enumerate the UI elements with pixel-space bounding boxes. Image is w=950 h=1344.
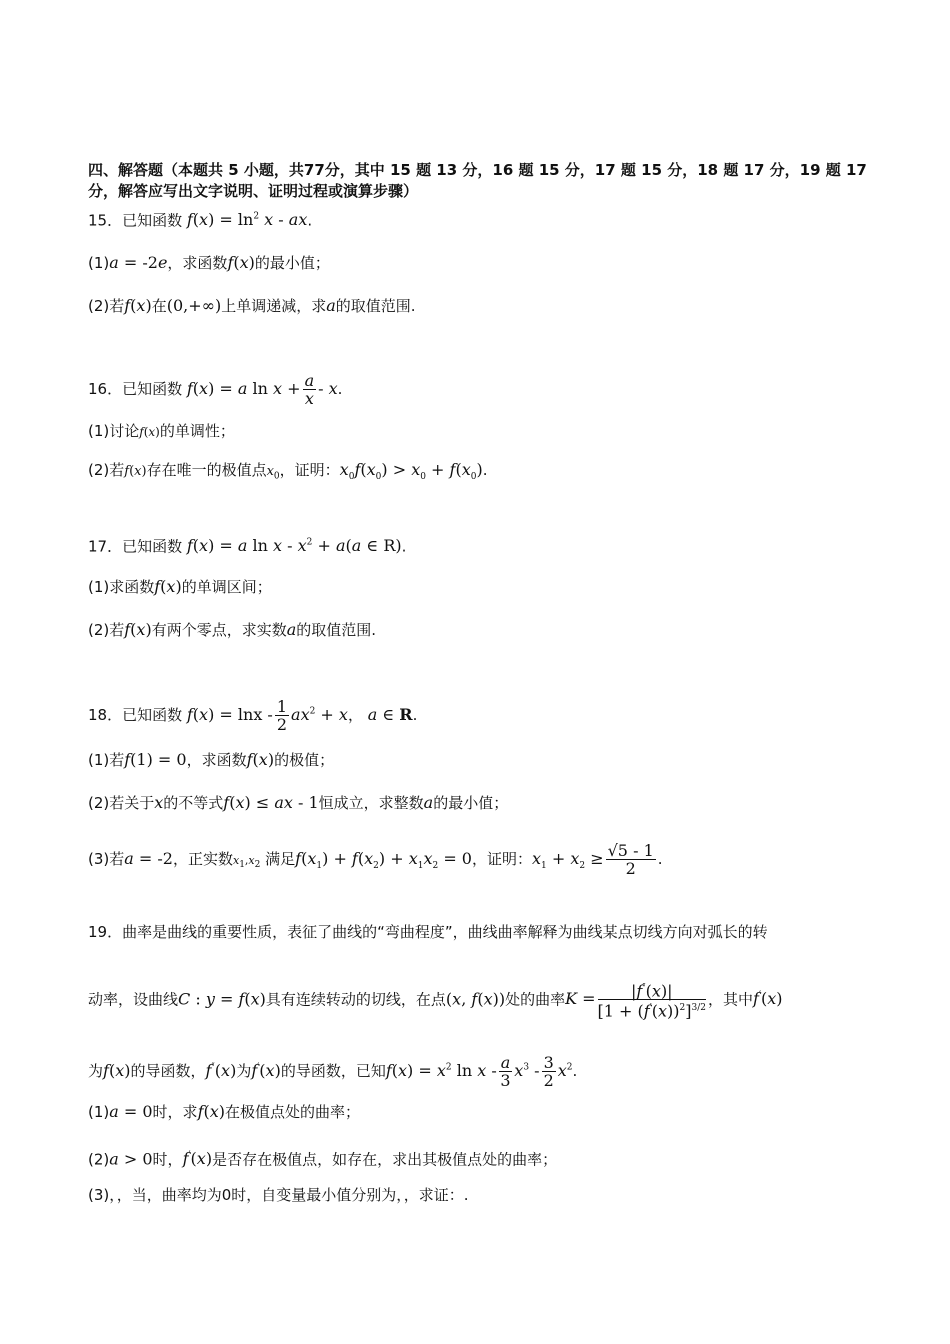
q18-part1-func: f(x) — [246, 750, 275, 769]
q15-part1-condition: a = -2e — [109, 253, 168, 272]
q15-part2-interval: (0,+∞) — [166, 296, 222, 315]
q18-part2-text-mid: 恒成立，求整数 — [318, 794, 424, 812]
q19-stem-line1: 19．曲率是曲线的重要性质，表征了曲线的“弯曲程度”，曲线曲率解释为曲线某点切线方向对弧长的转 — [88, 923, 768, 941]
q17-function-formula: f(x) = a $\ln x - x^2 + a(a$ ∈ R) — [186, 536, 402, 556]
q17-part2-var: a — [286, 620, 297, 639]
q17-part2-func: f(x) — [124, 620, 152, 639]
q16-function-formula: f(x) = a ln x + $\frac{a}{x}$ - x — [186, 371, 338, 408]
q19-line3-text-a: 为 — [88, 1062, 104, 1080]
q19-stem-text-c: 处的曲率 — [505, 990, 566, 1009]
q19-part2-label: (2) — [88, 1150, 110, 1169]
q16-stem: 16．已知函数 f(x) = a ln x + $\frac{a}{x}$ - x. — [88, 371, 343, 408]
q19-stem-line3: 为f(x)的导函数，f″(x)为f′(x)的导函数，已知$f(x) = x^2$ ln x - $\frac{a}{3}$ $x^3$ - $\frac{3}{2}$ $x^2$. — [88, 1053, 578, 1090]
q19-line3-second-derivative: f″(x) — [205, 1061, 237, 1080]
q18-part2-text: 的不等式 — [163, 794, 224, 812]
q19-stem-text-a: 动率，设曲线 — [88, 990, 179, 1009]
section-title: 四、解答题（本题共 5 小题，共77分，其中 15 题 13 分，16 题 15 分，17 题 15 分，18 题 17 分，19 题 17 分，解答应写出文字说明、证明过程或演算步骤） — [88, 161, 867, 200]
q15-part2-text-end: 的取值范围. — [335, 297, 416, 315]
q16-part1-func: f(x) — [139, 425, 160, 439]
q15-part1-text: ，求函数 — [167, 254, 228, 272]
q17-part2-text: 有两个零点，求实数 — [151, 621, 287, 639]
q16-part1 — [88, 421, 235, 442]
q19-part1-text: 时，求 — [152, 1103, 198, 1121]
q17-part2-text-end: 的取值范围. — [296, 621, 377, 639]
q19-point: (x, f(x)) — [445, 989, 506, 1009]
q15-part2-text-mid: 上单调递减，求 — [221, 297, 327, 315]
q18-part3-vars: $x_1,x_2$ — [232, 854, 261, 871]
q16-part2-inequality: $x_0f(x_0) > x_0 + f(x_0)$ — [339, 460, 483, 483]
q18-part1-label: (1)若 — [88, 751, 125, 769]
q18-part3-condition: a = -2 — [124, 849, 173, 868]
q15-part1-text-end: 的最小值； — [254, 254, 330, 272]
q18-part1 — [88, 750, 334, 770]
q16-stem-text: 16．已知函数 — [88, 380, 183, 398]
q19-part1-text-end: 在极值点处的曲率； — [225, 1103, 361, 1121]
q18-part2-text-end: 的最小值； — [433, 794, 509, 812]
q15-stem-text: 15．已知函数 — [88, 211, 183, 230]
q18-part1-condition: f(1) = 0 — [124, 750, 187, 769]
q17-part1-text: 的单调区间； — [181, 578, 272, 596]
q16-part2-x0: $x_0$ — [266, 464, 280, 482]
q18-stem-text: 18．已知函数 — [88, 706, 183, 724]
q18-function-formula: f(x) = lnx - $\frac{1}{2}$ $ax^2 + x$ — [186, 697, 348, 734]
q15-function-formula: $f(x) = \ln^2 x$ - ax — [186, 210, 308, 230]
q17-part1-label: (1)求函数 — [88, 578, 155, 596]
q19-curvature-formula: K = $\frac{|f''(x)|}{[1 + (f'(x))^2]^{3/2}}$ — [565, 981, 706, 1021]
q16-part2-text: 存在唯一的极值点 — [146, 461, 267, 479]
q15-part2-func: f(x) — [124, 296, 152, 315]
q16-part2: (2)若f(x)存在唯一的极值点$x_0$，证明：$x_0f(x_0) > x_0 + f(x_0)$. — [88, 460, 488, 483]
q18-part2-x: x — [154, 793, 164, 812]
q17-part2-label: (2)若 — [88, 621, 125, 639]
q19-part2-condition: a > 0 — [109, 1149, 153, 1169]
q18-part3-text-mid: 满足 — [265, 850, 296, 868]
q17-part2 — [88, 620, 376, 640]
q19-part1-label: (1) — [88, 1103, 110, 1121]
q18-part1-text-end: 的极值； — [274, 751, 335, 769]
q19-part2 — [88, 1146, 557, 1169]
q19-stem-text-d: ，其中 — [708, 990, 754, 1009]
q18-stem: 18．已知函数 f(x) = lnx - $\frac{1}{2}$ $ax^2 + x$， a ∈ R. — [88, 697, 418, 734]
q19-derivative: f′(x) — [753, 989, 783, 1009]
q17-stem: 17．已知函数 f(x) = a $\ln x - x^2 + a(a$ ∈ R). — [88, 536, 407, 556]
q16-part1-label: (1)讨论 — [88, 422, 140, 440]
q15-stem: 15．已知函数 $f(x) = \ln^2 x$ - ax. — [88, 210, 313, 230]
q18-part3-text: ，正实数 — [172, 850, 233, 868]
q19-part3: (3)，，当，曲率均为0时，自变量最小值分别为，，求证：. — [88, 1186, 469, 1204]
q19-part2-derivative: f′(x) — [182, 1149, 213, 1169]
q19-line3-func: f(x) — [103, 1061, 131, 1080]
q18-part1-text: ，求函数 — [186, 751, 247, 769]
q15-part1-label: (1) — [88, 254, 110, 272]
q17-part1 — [88, 577, 272, 597]
q19-part2-text-end: 是否存在极值点，如存在，求出其极值点处的曲率； — [212, 1150, 558, 1169]
q18-part2-var: a — [423, 793, 434, 812]
q18-part3: (3)若a = -2，正实数$x_1,x_2$ 满足$f(x_1) + f(x_2) + x_1x_2 = 0$，证明：$x_1 + x_2$ ≥ $\frac{√5 - 1}{2}$ . — [88, 841, 663, 878]
q19-curve: C : y = f(x) — [178, 989, 266, 1009]
q18-part2-inequality: f(x) ≤ ax - 1 — [223, 793, 319, 812]
q19-line3-text-c: 为 — [236, 1062, 252, 1080]
q16-part2-label: (2)若 — [88, 461, 125, 479]
q18-domain: a ∈ R — [367, 705, 413, 724]
q19-part1-func: f(x) — [197, 1102, 226, 1121]
q18-part3-inequality: $x_1 + x_2$ ≥ $\frac{√5 - 1}{2}$ — [532, 841, 654, 878]
q18-part3-text-end: ，证明： — [471, 850, 532, 868]
q18-part2-label: (2)若关于 — [88, 794, 155, 812]
q19-part2-text: 时， — [152, 1150, 183, 1169]
q18-part3-equation: $f(x_1) + f(x_2) + x_1x_2 = 0$ — [295, 849, 472, 872]
q19-line3-text-b: 的导函数， — [130, 1062, 206, 1080]
q19-stem-text-b: 具有连续转动的切线，在点 — [265, 990, 446, 1009]
q16-part1-text: 的单调性； — [159, 422, 235, 440]
q19-part1-condition: a = 0 — [109, 1102, 153, 1121]
q15-part1 — [88, 253, 330, 273]
q15-part2 — [88, 296, 416, 316]
q19-stem-line2 — [88, 980, 783, 1020]
q19-function-formula: $f(x) = x^2$ ln x - $\frac{a}{3}$ $x^3$ - $\frac{3}{2}$ $x^2$ — [385, 1053, 573, 1090]
q15-part2-var: a — [326, 296, 336, 315]
q19-line3-first-derivative: f′(x) — [251, 1061, 281, 1080]
q18-part2 — [88, 793, 508, 813]
q17-stem-text: 17．已知函数 — [88, 537, 183, 556]
q15-part1-func: f(x) — [227, 253, 255, 272]
q19-part1 — [88, 1102, 360, 1122]
q15-part2-text: 在 — [151, 297, 167, 315]
q15-part2-label: (2)若 — [88, 297, 125, 315]
q19-line3-text-d: 的导函数，已知 — [280, 1062, 386, 1080]
q16-part2-text-mid: ，证明： — [279, 461, 340, 479]
q17-part1-func: f(x) — [154, 577, 182, 596]
q16-part2-func: f(x) — [124, 464, 147, 479]
q18-part3-label: (3)若 — [88, 850, 125, 868]
